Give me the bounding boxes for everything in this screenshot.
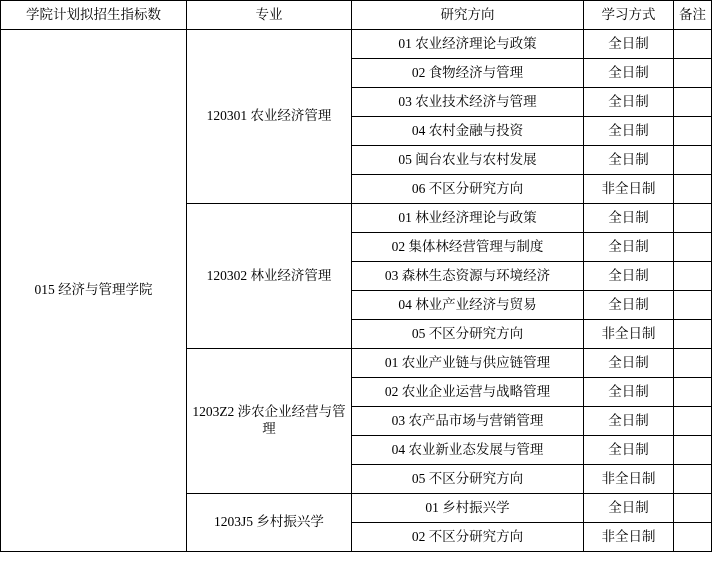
study-mode-cell: 全日制: [584, 233, 674, 262]
research-field-cell: 03 农产品市场与营销管理: [352, 407, 584, 436]
major-cell: 1203J5 乡村振兴学: [187, 494, 352, 552]
remark-cell: [674, 494, 712, 523]
table-row: [1, 30, 712, 59]
research-field-cell: 05 不区分研究方向: [352, 320, 584, 349]
remark-cell: [674, 465, 712, 494]
research-field-cell: 03 森林生态资源与环境经济: [352, 262, 584, 291]
remark-cell: [674, 204, 712, 233]
table-header-row: [1, 1, 712, 30]
remark-cell: [674, 175, 712, 204]
remark-cell: [674, 436, 712, 465]
study-mode-cell: 全日制: [584, 407, 674, 436]
header-major: 专业: [187, 1, 352, 30]
study-mode-cell: 全日制: [584, 291, 674, 320]
study-mode-cell: 全日制: [584, 117, 674, 146]
header-field: 研究方向: [352, 1, 584, 30]
study-mode-cell: 非全日制: [584, 175, 674, 204]
study-mode-cell: 全日制: [584, 378, 674, 407]
remark-cell: [674, 262, 712, 291]
research-field-cell: 02 集体林经营管理与制度: [352, 233, 584, 262]
remark-cell: [674, 233, 712, 262]
research-field-cell: 01 林业经济理论与政策: [352, 204, 584, 233]
remark-cell: [674, 291, 712, 320]
major-cell: 1203Z2 涉农企业经营与管理: [187, 349, 352, 494]
study-mode-cell: 非全日制: [584, 523, 674, 552]
research-field-cell: 01 农业经济理论与政策: [352, 30, 584, 59]
research-field-cell: 04 农村金融与投资: [352, 117, 584, 146]
research-field-cell: 02 不区分研究方向: [352, 523, 584, 552]
remark-cell: [674, 59, 712, 88]
remark-cell: [674, 88, 712, 117]
study-mode-cell: 非全日制: [584, 465, 674, 494]
research-field-cell: 02 农业企业运营与战略管理: [352, 378, 584, 407]
study-mode-cell: 全日制: [584, 30, 674, 59]
research-field-cell: 04 农业新业态发展与管理: [352, 436, 584, 465]
research-field-cell: 05 闽台农业与农村发展: [352, 146, 584, 175]
research-field-cell: 05 不区分研究方向: [352, 465, 584, 494]
table-body: [1, 30, 712, 552]
study-mode-cell: 全日制: [584, 88, 674, 117]
research-field-cell: 01 乡村振兴学: [352, 494, 584, 523]
remark-cell: [674, 30, 712, 59]
remark-cell: [674, 378, 712, 407]
research-field-cell: 01 农业产业链与供应链管理: [352, 349, 584, 378]
college-cell: 015 经济与管理学院: [1, 30, 187, 552]
remark-cell: [674, 349, 712, 378]
study-mode-cell: 全日制: [584, 262, 674, 291]
study-mode-cell: 全日制: [584, 204, 674, 233]
major-cell: 120301 农业经济管理: [187, 30, 352, 204]
remark-cell: [674, 407, 712, 436]
study-mode-cell: 全日制: [584, 59, 674, 88]
study-mode-cell: 全日制: [584, 436, 674, 465]
study-mode-cell: 非全日制: [584, 320, 674, 349]
study-mode-cell: 全日制: [584, 349, 674, 378]
research-field-cell: 03 农业技术经济与管理: [352, 88, 584, 117]
remark-cell: [674, 320, 712, 349]
study-mode-cell: 全日制: [584, 494, 674, 523]
header-remark: 备注: [674, 1, 712, 30]
remark-cell: [674, 146, 712, 175]
major-cell: 120302 林业经济管理: [187, 204, 352, 349]
research-field-cell: 04 林业产业经济与贸易: [352, 291, 584, 320]
header-college: 学院计划拟招生指标数: [1, 1, 187, 30]
study-mode-cell: 全日制: [584, 146, 674, 175]
remark-cell: [674, 117, 712, 146]
research-field-cell: 02 食物经济与管理: [352, 59, 584, 88]
research-field-cell: 06 不区分研究方向: [352, 175, 584, 204]
header-mode: 学习方式: [584, 1, 674, 30]
remark-cell: [674, 523, 712, 552]
